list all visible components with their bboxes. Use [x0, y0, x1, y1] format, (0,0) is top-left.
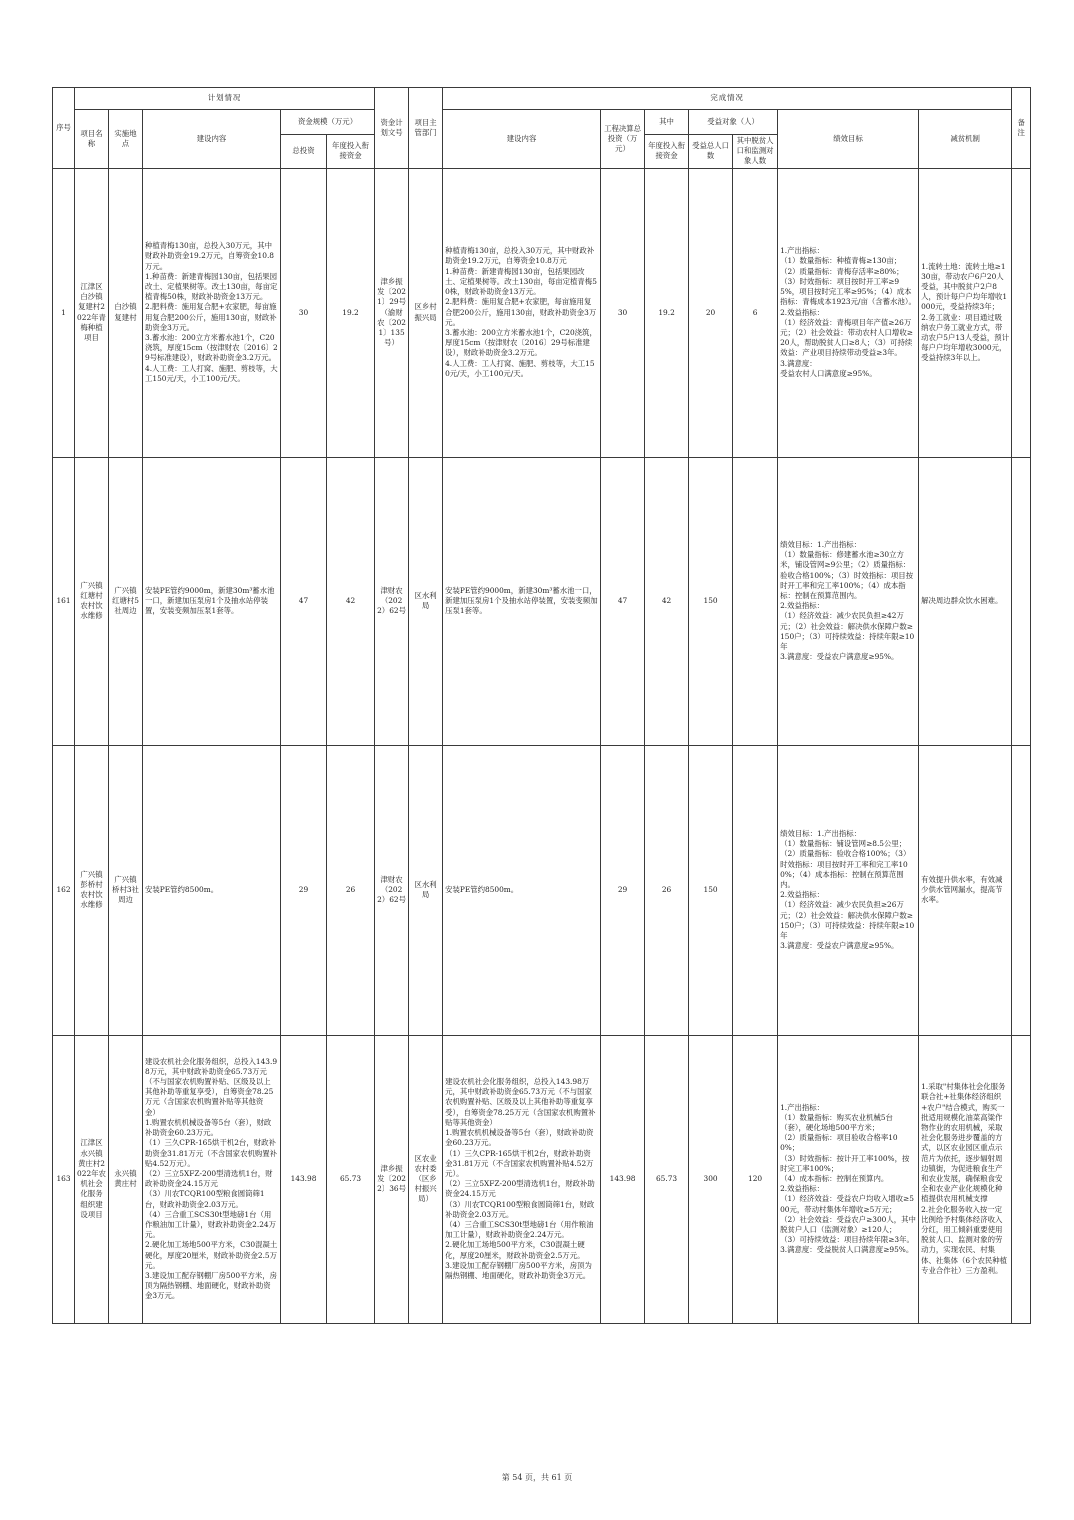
- header-of-which: 其中: [645, 110, 689, 135]
- row-goal: 1.产出指标： （1）数量指标：购买农业机械5台（套），硬化场地500平方米； （2）质量指标：项目验收合格率100%； （3）时效指标：按计开工率100%，按时完工率100%； （4）成本指标：控制在预算内。 2.效益指标： （1）经济效益：受益农户均收入增收≥500元，带动村集体年增收≥5万元； （2）社会效益：受益农户≥300人，其中脱贫户人口（监测对象）≥120人； （3）可持续效益：项目持续年限≥3年。 3.满意度：受益脱贫人口满意度≥95%。: [780, 1102, 916, 1255]
- row-mechanism: 1.流转土地：流转土地≥130亩，带动农户6户20人受益，其中脱贫户2户8人，预计每户户均年增收1000元，受益持续3年； 2.务工就业：项目通过吸纳农户务工就业方式，带动农户5户13人受益，预计每户户均年增收3000元，受益持续3年以上。: [921, 261, 1010, 363]
- row-done-content: 安装PE管约9000m，新建30m³蓄水池一口，新建加压泵房1个及抽水站停装置，安装变频加压泵1套等。: [445, 585, 598, 616]
- row-mechanism: 1.采取"村集体社会化服务联合社+社集体经济组织+农户"结合模式，购买一批适用规模化油菜高粱作物作业的农用机械，采取社会化服务进步覆盖的方式，以区农业园区重点示范片为依托，逐步辐射周边镇街，为促进粮食生产和农业发展，确保粮食安全和农业产业化规模化种植提供农用机械支撑 2.社会化服务收入按一定比例给予村集体经济收入分红，用工倾斜重要使用脱贫人口、监测对象的劳动力，实现农民、村集体、社集体（6个农民种植专业合作社）三方盈利。: [921, 1082, 1008, 1275]
- header-note: 备注: [1012, 88, 1031, 169]
- header-annual-invest: 年度投入衔接资金: [327, 135, 375, 169]
- row-note: [1012, 1035, 1031, 1323]
- page-number: 第 54 页，共 61 页: [501, 1473, 573, 1482]
- row-location: 广兴镇红塘村5社周边: [109, 457, 143, 745]
- row-annual-invest: 26: [327, 745, 375, 1035]
- row-doc-no: 津财农（2022）62号: [375, 457, 409, 745]
- row-note: [1012, 745, 1031, 1035]
- row-location: 广兴镇桥村3社周边: [109, 745, 143, 1035]
- row-settle-invest: 29: [601, 745, 645, 1035]
- row-benef-total: 300: [689, 1035, 733, 1323]
- header-mechanism: 减贫机制: [919, 110, 1012, 169]
- header-dept: 项目主管部门: [409, 88, 443, 169]
- row-benef-poor: [733, 745, 778, 1035]
- header-benef-total: 受益总人口数: [689, 135, 733, 169]
- header-doc-no: 资金计划文号: [375, 88, 409, 169]
- row-benef-total: 20: [689, 168, 733, 457]
- header-goal: 绩效目标: [778, 110, 919, 169]
- row-benef-total: 150: [689, 745, 733, 1035]
- header-complete-group: 完成情况: [443, 88, 1012, 110]
- row-total-invest: 30: [281, 168, 327, 457]
- row-done-annual: 65.73: [645, 1035, 689, 1323]
- row-annual-invest: 42: [327, 457, 375, 745]
- header-plan-group: 计划情况: [75, 88, 375, 110]
- table-row: [53, 457, 1031, 745]
- row-project-name: 江津区白沙镇复建村2022年青梅种植项目: [75, 168, 109, 457]
- row-note: [1012, 168, 1031, 457]
- row-dept: 区乡村振兴局: [409, 168, 443, 457]
- header-settle-invest: 工程决算总投资（万元）: [601, 110, 645, 169]
- row-project-name: 广兴镇彭桥村农村饮水维修: [75, 745, 109, 1035]
- header-total-invest: 总投资: [281, 135, 327, 169]
- header-done-content: 建设内容: [443, 110, 601, 169]
- header-fund-scale: 资金规模（万元）: [281, 110, 375, 135]
- table-row: [53, 1035, 1031, 1323]
- row-total-invest: 29: [281, 745, 327, 1035]
- row-done-annual: 19.2: [645, 168, 689, 457]
- row-doc-no: 津乡振发〔2022〕36号: [375, 1035, 409, 1323]
- project-table: [52, 87, 1031, 1324]
- row-done-content: 建设农机社会化服务组织，总投入143.98万元，其中财政补助资金65.73万元（不与国家农机购置补贴、区级及以上其他补助等重复享受），自筹资金78.25万元（含国家农机购置补贴等其他资金） 1.购置农机机械设备等5台（套），财政补助资金60.23万元。 （1）三久CPR-165烘干机2台，财政补助资金31.81万元（不含国家农机购置补贴4.52万元）。 （2）三立5XFZ-200型清选机1台，财政补助资金24.15万元 （3）川农TCQR100型粮食圆筒筛1台，财政补助资金2.03万元。 （4）三合重工SCS30t型地磅1台（用作粮油加工计量），财政补助资金2.24万元。 2.硬化加工场地500平方米，C30混凝土硬化，厚度20厘米，财政补助资金2.5万元。 3.建设加工配存钢棚厂房500平方米，房顶为隔热钢棚、地面硬化，财政补助资金3万元。: [445, 1077, 596, 1280]
- row-done-annual: 26: [645, 745, 689, 1035]
- row-location: 永兴镇黄庄村: [109, 1035, 143, 1323]
- row-mechanism: 解决周边群众饮水困难。: [921, 596, 1003, 605]
- row-serial: 1: [53, 168, 75, 457]
- row-benef-poor: 120: [733, 1035, 778, 1323]
- row-dept: 区水利局: [409, 745, 443, 1035]
- row-settle-invest: 47: [601, 457, 645, 745]
- header-done-annual: 年度投入衔接资金: [645, 135, 689, 169]
- row-done-annual: 42: [645, 457, 689, 745]
- row-content: 安装PE管约9000m，新建30m³蓄水池一口，新建加压泵房1个及抽水站停装置，安装变频加压泵1套等。: [145, 585, 275, 616]
- row-doc-no: 津乡振发〔2021〕29号（渝财农〔2021〕135号）: [375, 168, 409, 457]
- row-total-invest: 47: [281, 457, 327, 745]
- row-benef-poor: [733, 457, 778, 745]
- row-doc-no: 津财农（2022）62号: [375, 745, 409, 1035]
- header-project-name: 项目名称: [75, 110, 109, 169]
- row-serial: 163: [53, 1035, 75, 1323]
- row-dept: 区农业农村委（区乡村振兴局）: [409, 1035, 443, 1323]
- row-benef-total: 150: [689, 457, 733, 745]
- row-goal: 绩效目标：1.产出指标： （1）数量指标：铺设管网≥8.5公里；（2）质量指标：验收合格100%；（3）时效指标：项目按时开工率和完工率100%；（4）成本指标：控制在预算范围内。 2.效益指标： （1）经济效益：减少农民负担≥26万元；（2）社会效益：解决供水保障户数≥150户；（3）可持续效益：持续年限≥10年 3.满意度：受益农户满意度≥95%。: [780, 828, 915, 951]
- row-goal: 绩效目标：1.产出指标： （1）数量指标：修建蓄水池≥30立方米，铺设管网≥9公里；（2）质量指标：验收合格100%；（3）时效指标：项目按时开工率和完工率100%；（4）成本指标：控制在预算范围内。 2.效益指标： （1）经济效益：减少农民负担≥42万元；（2）社会效益：解决供水保障户数≥150户；（3）可持续效益：持续年限≥10年 3.满意度：受益农户满意度≥95%。: [780, 539, 915, 662]
- row-done-content: 安装PE管约8500m。: [445, 885, 519, 894]
- row-note: [1012, 457, 1031, 745]
- row-total-invest: 143.98: [281, 1035, 327, 1323]
- row-annual-invest: 19.2: [327, 168, 375, 457]
- row-content: 种植青梅130亩，总投入30万元，其中财政补助资金19.2万元，自筹资金10.8万元。 1.种苗费：新建青梅园130亩，包括果园改土、定植果树等。改土130亩，每亩定植青梅50株，财政补助资金13万元。 2.肥料费：施用复合肥+农家肥，每亩施用复合肥200公斤，施用130亩，财政补助资金3万元。 3.蓄水池：200立方米蓄水池1个，C20浇筑，厚度15cm（按津财农〔2016〕29号标准建设），财政补助资金3.2万元。 4.人工费：工人打窝、施肥、剪枝等，大工150元/天，小工100元/天。: [145, 241, 278, 383]
- row-project-name: 江津区水兴镇黄庄村2022年农机社会化服务组织建设项目: [75, 1035, 109, 1323]
- header-serial: 序号: [53, 88, 75, 169]
- row-content: 建设农机社会化服务组织，总投入143.98万元，其中财政补助资金65.73万元（不与国家农机购置补贴、区级及以上其他补助等重复享受），自筹资金78.25万元（含国家农机购置补贴等其他资金） 1.购置农机机械设备等5台（套），财政补助资金60.23万元。 （1）三久CPR-165烘干机2台，财政补助资金31.81万元（不含国家农机购置补贴4.52万元）。 （2）三立5XFZ-200型清选机1台，财政补助资金24.15万元 （3）川农TCQR100型粮食圆筒筛1台，财政补助资金2.03万元。 （4）三合重工SCS30t型地磅1台（用作粮油加工计量），财政补助资金2.24万元。 2.硬化加工场地500平方米，C30混凝土硬化，厚度20厘米，财政补助资金2.5万元。 3.建设加工配存钢棚厂房500平方米，房顶为隔热钢棚、地面硬化，财政补助资金3万元。: [145, 1056, 278, 1301]
- row-serial: 161: [53, 457, 75, 745]
- row-benef-poor: 6: [733, 168, 778, 457]
- table-row: [53, 168, 1031, 457]
- row-done-content: 种植青梅130亩，总投入30万元，其中财政补助资金19.2万元，自筹资金10.8万元 1.种苗费：新建青梅园130亩，包括果园改土、定植果树等。改土130亩，每亩定植青梅50株，财政补助资金13万元。 2.肥料费：施用复合肥+农家肥，每亩施用复合肥200公斤，施用130亩，财政补助资金3万元。 3.蓄水池：200立方米蓄水池1个，C20浇筑，厚度15cm（按津财农〔2016〕29号标准建设），财政补助资金3.2万元。 4.人工费：工人打窝、施肥、剪枝等，大工150元/天，小工100元/天。: [445, 246, 597, 378]
- row-settle-invest: 30: [601, 168, 645, 457]
- row-project-name: 广兴镇红塘村农村饮水维修: [75, 457, 109, 745]
- header-beneficiary: 受益对象（人）: [689, 110, 778, 135]
- row-location: 白沙镇复建村: [109, 168, 143, 457]
- row-goal: 1.产出指标： （1）数量指标：种植青梅≥130亩； （2）质量指标：青梅存活率≥80%； （3）时效指标：项目按时开工率≥95%，项目按时完工率≥95%；（4）成本指标：青梅成本1923元/亩（含蓄水池）。 2.效益指标： （1）经济效益：青梅项目年产值≥26万元；（2）社会效益：带动农村人口增收≥20人，帮助脱贫人口≥8人；（3）可持续效益：产业项目持续带动受益≥3年。 3.满意度： 受益农村人口满意度≥95%。: [780, 246, 916, 378]
- header-location: 实施地点: [109, 110, 143, 169]
- header-content: 建设内容: [143, 110, 281, 169]
- row-dept: 区水利局: [409, 457, 443, 745]
- table-row: [53, 745, 1031, 1035]
- row-serial: 162: [53, 745, 75, 1035]
- row-mechanism: 有效提升供水率，有效减少供水管网漏水，提高节水率。: [921, 874, 1003, 905]
- row-annual-invest: 65.73: [327, 1035, 375, 1323]
- header-benef-poor: 其中脱贫人口和监测对象人数: [733, 135, 778, 169]
- row-content: 安装PE管约8500m。: [145, 885, 219, 894]
- row-settle-invest: 143.98: [601, 1035, 645, 1323]
